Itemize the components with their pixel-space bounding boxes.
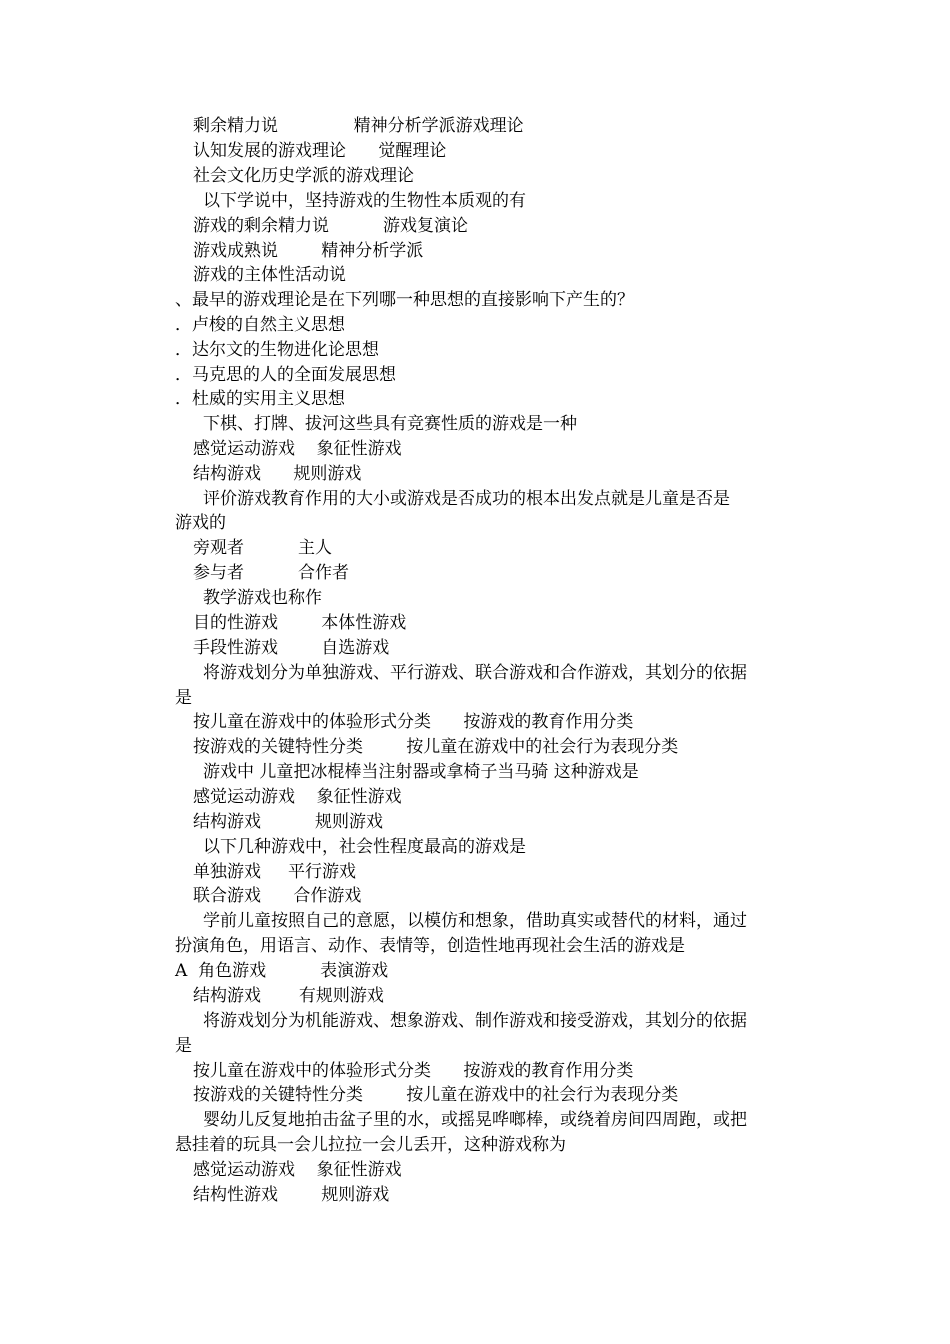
text-line: 按儿童在游戏中的体验形式分类 按游戏的教育作用分类 — [193, 712, 634, 732]
text-line: 认知发展的游戏理论 觉醒理论 — [193, 141, 447, 161]
text-line: 游戏中 儿童把冰棍棒当注射器或拿椅子当马骑 这种游戏是 — [203, 762, 639, 782]
text-line: 悬挂着的玩具一会儿拉拉一会儿丢开，这种游戏称为 — [175, 1135, 566, 1155]
text-line: 手段性游戏 自选游戏 — [193, 638, 390, 658]
text-line: 是 — [175, 1036, 192, 1056]
text-line: 结构游戏 规则游戏 — [193, 464, 362, 484]
text-line: 联合游戏 合作游戏 — [193, 886, 362, 906]
text-line: 游戏的剩余精力说 游戏复演论 — [193, 216, 469, 236]
text-line: 下棋、打牌、拔河这些具有竞赛性质的游戏是一种 — [203, 414, 577, 434]
text-line: 感觉运动游戏 象征性游戏 — [193, 787, 402, 807]
text-line: 游戏成熟说 精神分析学派 — [193, 241, 424, 261]
text-line: 游戏的 — [175, 513, 226, 533]
text-line: 结构性游戏 规则游戏 — [193, 1185, 390, 1205]
text-line: 感觉运动游戏 象征性游戏 — [193, 439, 402, 459]
text-line: 结构游戏 有规则游戏 — [193, 986, 384, 1006]
text-line: 参与者 合作者 — [193, 563, 350, 583]
text-line: 婴幼儿反复地拍击盆子里的水，或摇晃哗啷棒，或绕着房间四周跑，或把 — [203, 1110, 747, 1130]
text-line: 按游戏的关键特性分类 按儿童在游戏中的社会行为表现分类 — [193, 1085, 679, 1105]
text-line: 教学游戏也称作 — [203, 588, 322, 608]
text-line: ．杜威的实用主义思想 — [175, 389, 345, 409]
text-line: 扮演角色，用语言、动作、表情等，创造性地再现社会生活的游戏是 — [175, 936, 685, 956]
text-line: 旁观者 主人 — [193, 538, 333, 558]
text-line: 学前儿童按照自己的意愿，以模仿和想象，借助真实或替代的材料，通过 — [203, 911, 747, 931]
text-line: A 角色游戏 表演游戏 — [175, 961, 389, 981]
text-line: 按游戏的关键特性分类 按儿童在游戏中的社会行为表现分类 — [193, 737, 679, 757]
text-line: 感觉运动游戏 象征性游戏 — [193, 1160, 402, 1180]
text-line: 、最早的游戏理论是在下列哪一种思想的直接影响下产生的？ — [175, 290, 634, 310]
text-line: ．卢梭的自然主义思想 — [175, 315, 345, 335]
text-line: ．马克思的人的全面发展思想 — [175, 365, 396, 385]
text-line: 是 — [175, 688, 192, 708]
text-line: 评价游戏教育作用的大小或游戏是否成功的根本出发点就是儿童是否是 — [203, 489, 730, 509]
text-line: 以下学说中，坚持游戏的生物性本质观的有 — [203, 191, 526, 211]
text-line: 将游戏划分为单独游戏、平行游戏、联合游戏和合作游戏，其划分的依据 — [203, 663, 747, 683]
text-line: 游戏的主体性活动说 — [193, 265, 346, 285]
text-line: 剩余精力说 精神分析学派游戏理论 — [193, 116, 524, 136]
text-line: 结构游戏 规则游戏 — [193, 812, 384, 832]
text-line: 以下几种游戏中，社会性程度最高的游戏是 — [203, 837, 526, 857]
text-line: 将游戏划分为机能游戏、想象游戏、制作游戏和接受游戏，其划分的依据 — [203, 1011, 747, 1031]
text-line: ．达尔文的生物进化论思想 — [175, 340, 379, 360]
text-line: 社会文化历史学派的游戏理论 — [193, 166, 414, 186]
text-line: 单独游戏 平行游戏 — [193, 862, 357, 882]
text-line: 按儿童在游戏中的体验形式分类 按游戏的教育作用分类 — [193, 1061, 634, 1081]
text-line: 目的性游戏 本体性游戏 — [193, 613, 407, 633]
